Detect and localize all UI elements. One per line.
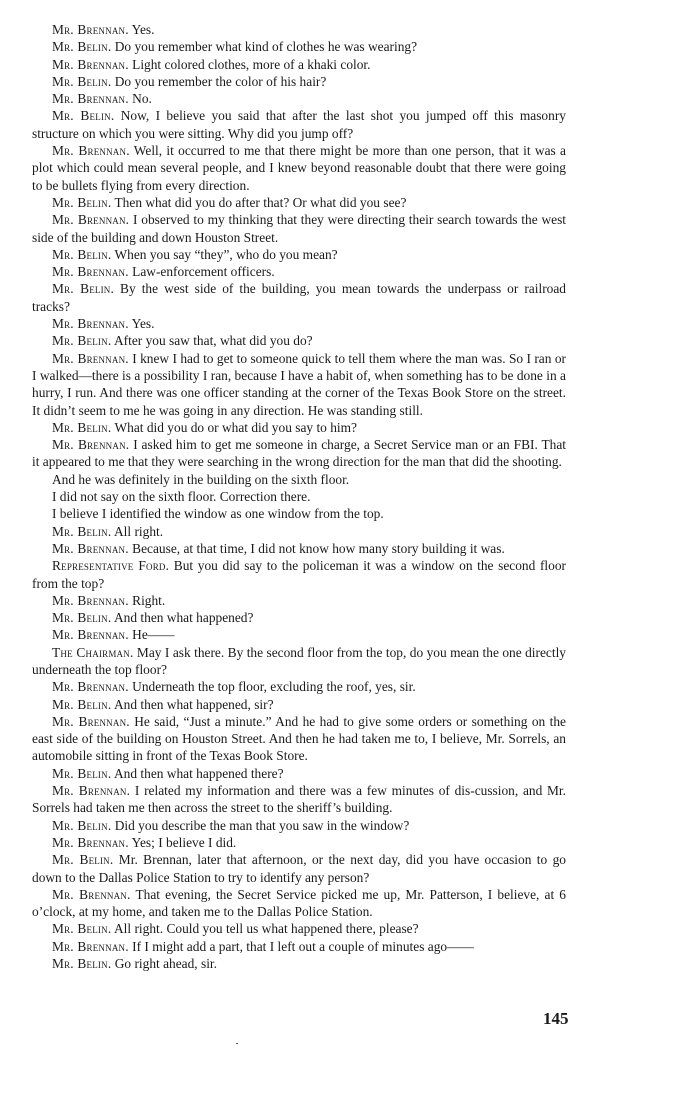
transcript-paragraph [32,263,566,280]
speaker-name: Mr. Belin. [52,610,112,626]
speaker-name: Mr. Belin. [52,419,112,435]
transcript-paragraph [32,107,566,142]
transcript-paragraph [32,436,566,471]
speech-text: And then what happened, sir? [111,696,274,712]
speaker-name: Mr. Belin. [52,246,112,262]
transcript-paragraph [32,955,566,972]
transcript-paragraph [32,56,566,73]
speaker-name: Mr. Brennan. [52,437,130,453]
transcript-paragraph [32,713,566,765]
speech-text: Mr. Brennan, later that afternoon, or the next day, did you have occasion to go down to the Dallas Police Station to try to identify any person? [32,852,566,885]
transcript-paragraph [32,817,566,834]
speech-text: Yes. [128,316,155,332]
transcript-paragraph [32,246,566,263]
speaker-name: Mr. Brennan. [52,679,129,695]
speech-text: What did you do or what did you say to him? [111,419,357,435]
transcript-paragraph [32,332,566,349]
transcript-paragraph [32,696,566,713]
transcript-paragraph [32,38,566,55]
speaker-name: Mr. Brennan. [52,713,130,729]
speaker-name: Mr. Belin. [52,281,115,297]
speech-text: Because, at that time, I did not know how many story building it was. [128,540,505,556]
speech-text: All right. [111,523,164,539]
speaker-name: Mr. Brennan. [52,143,130,159]
speaker-name: Mr. Brennan. [52,886,131,902]
speaker-name: Representative Ford. [52,558,170,574]
speaker-name: Mr. Belin. [52,108,115,124]
transcript-paragraph [32,609,566,626]
speaker-name: Mr. Belin. [52,765,112,781]
speaker-name: Mr. Belin. [52,696,112,712]
speaker-name: Mr. Brennan. [52,56,129,72]
speech-text: That evening, the Secret Service picked me up, Mr. Patterson, I believe, at 6 o’clock, at my home, and taken me to the Dallas Police Station. [32,886,566,920]
speaker-name: Mr. Brennan. [52,540,129,556]
speaker-name: Mr. Brennan. [52,938,129,954]
speech-text: And then what happened? [111,610,254,626]
speaker-name: Mr. Belin. [52,921,112,937]
transcript-paragraph [32,644,566,679]
transcript-paragraph [32,350,566,419]
speech-text: Light colored clothes, more of a khaki color. [128,56,371,72]
transcript-paragraph [32,920,566,937]
transcript-paragraph [32,471,566,488]
print-speck [236,1043,238,1044]
speech-text: Did you describe the man that you saw in the window? [111,817,410,833]
speech-text: I knew I had to get to someone quick to tell them where the man was. So I ran or I walked—there is a possibility I ran, because I have a habit of, when something has to be done in a hurry, I run. And there was one officer standing at the corner of the Texas Book Store on the street. It didn’t seem to me he was going in any direction. He was standing still. [32,350,566,418]
speaker-name: Mr. Belin. [52,333,112,349]
transcript-paragraph [32,315,566,332]
speech-text: May I ask there. By the second floor from the top, do you mean the one directly underneath the top floor? [32,644,566,677]
transcript-paragraph [32,886,566,921]
speech-text: I believe I identified the window as one window from the top. [52,506,384,522]
transcript-paragraph [32,21,566,38]
speech-text: I asked him to get me someone in charge, a Secret Service man or an FBI. That it appeared to me that they were searching in the wrong direction for the man that did the shooting. [32,437,566,470]
speech-text: Do you remember the color of his hair? [111,73,327,89]
transcript-paragraph [32,505,566,522]
speaker-name: Mr. Brennan. [52,91,129,107]
speaker-name: Mr. Brennan. [52,212,130,228]
transcript-paragraph [32,540,566,557]
speaker-name: Mr. Brennan. [52,592,129,608]
transcript-paragraph [32,488,566,505]
transcript-paragraph [32,557,566,592]
speech-text: He said, “Just a minute.” And he had to give some orders or something on the east side of the building on Houston Street. And then he had taken me to, I believe, Mr. Sorrels, an automobile sitting in front of the Texas Book Store. [32,713,566,764]
speech-text: He—— [128,627,175,643]
transcript-paragraph [32,194,566,211]
speaker-name: Mr. Brennan. [52,264,129,280]
transcript-paragraph [32,523,566,540]
speech-text: Law-enforcement officers. [128,264,275,280]
transcript-paragraph [32,592,566,609]
speech-text: But you did say to the policeman it was a window on the second floor from the top? [32,558,566,591]
speaker-name: Mr. Brennan. [52,316,129,332]
speech-text: Now, I believe you said that after the last shot you jumped off this masonry structure on which you were sitting. Why did you jump off? [32,108,566,141]
transcript-paragraph [32,851,566,886]
speech-text: I did not say on the sixth floor. Correction there. [52,489,311,505]
speech-text: Then what did you do after that? Or what did you see? [111,194,407,210]
speaker-name: Mr. Belin. [52,194,112,210]
speaker-name: Mr. Belin. [52,39,112,55]
speech-text: Right. [128,592,166,608]
transcript-paragraph [32,678,566,695]
speaker-name: The Chairman. [52,644,134,660]
transcript-paragraph [32,280,566,315]
speech-text: And he was definitely in the building on the sixth floor. [52,471,350,487]
speech-text: When you say “they”, who do you mean? [111,246,338,262]
speaker-name: Mr. Belin. [52,817,112,833]
speaker-name: Mr. Belin. [52,73,112,89]
transcript-paragraph [32,419,566,436]
page-number: 145 [543,1009,569,1028]
transcript-paragraph [32,782,566,817]
transcript-paragraph [32,765,566,782]
speaker-name: Mr. Belin. [52,956,112,972]
speaker-name: Mr. Brennan. [52,350,129,366]
speech-text: If I might add a part, that I left out a couple of minutes ago—— [128,938,474,954]
speech-text: Underneath the top floor, excluding the roof, yes, sir. [128,679,416,695]
speech-text: After you saw that, what did you do? [111,333,313,349]
speech-text: By the west side of the building, you mean towards the underpass or railroad tracks? [32,281,566,314]
speaker-name: Mr. Brennan. [52,783,131,799]
speech-text: Go right ahead, sir. [111,956,218,972]
transcript-paragraph [32,834,566,851]
transcript-paragraph [32,938,566,955]
speaker-name: Mr. Brennan. [52,834,129,850]
speech-text: Do you remember what kind of clothes he was wearing? [111,39,418,55]
speaker-name: Mr. Belin. [52,523,112,539]
transcript-paragraph [32,142,566,194]
speech-text: All right. Could you tell us what happened there, please? [111,921,419,937]
speaker-name: Mr. Belin. [52,852,114,868]
transcript-body [32,21,566,972]
transcript-paragraph [32,626,566,643]
transcript-paragraph [32,211,566,246]
speaker-name: Mr. Brennan. [52,627,129,643]
transcript-paragraph [32,73,566,90]
speech-text: I related my information and there was a few minutes of dis-cussion, and Mr. Sorrels had taken me then across the street to the sheriff’s building. [32,783,566,816]
speech-text: Yes. [128,22,155,37]
transcript-paragraph [32,90,566,107]
speech-text: I observed to my thinking that they were directing their search towards the west side of the building and down Houston Street. [32,212,566,245]
speech-text: And then what happened there? [111,765,284,781]
speech-text: Yes; I believe I did. [128,834,237,850]
speech-text: Well, it occurred to me that there might be more than one person, that it was a plot which could mean several people, and I knew beyond reasonable doubt that there were going to be bullets flying from every direction. [32,143,566,193]
speaker-name: Mr. Brennan. [52,22,129,37]
speech-text: No. [128,91,152,107]
